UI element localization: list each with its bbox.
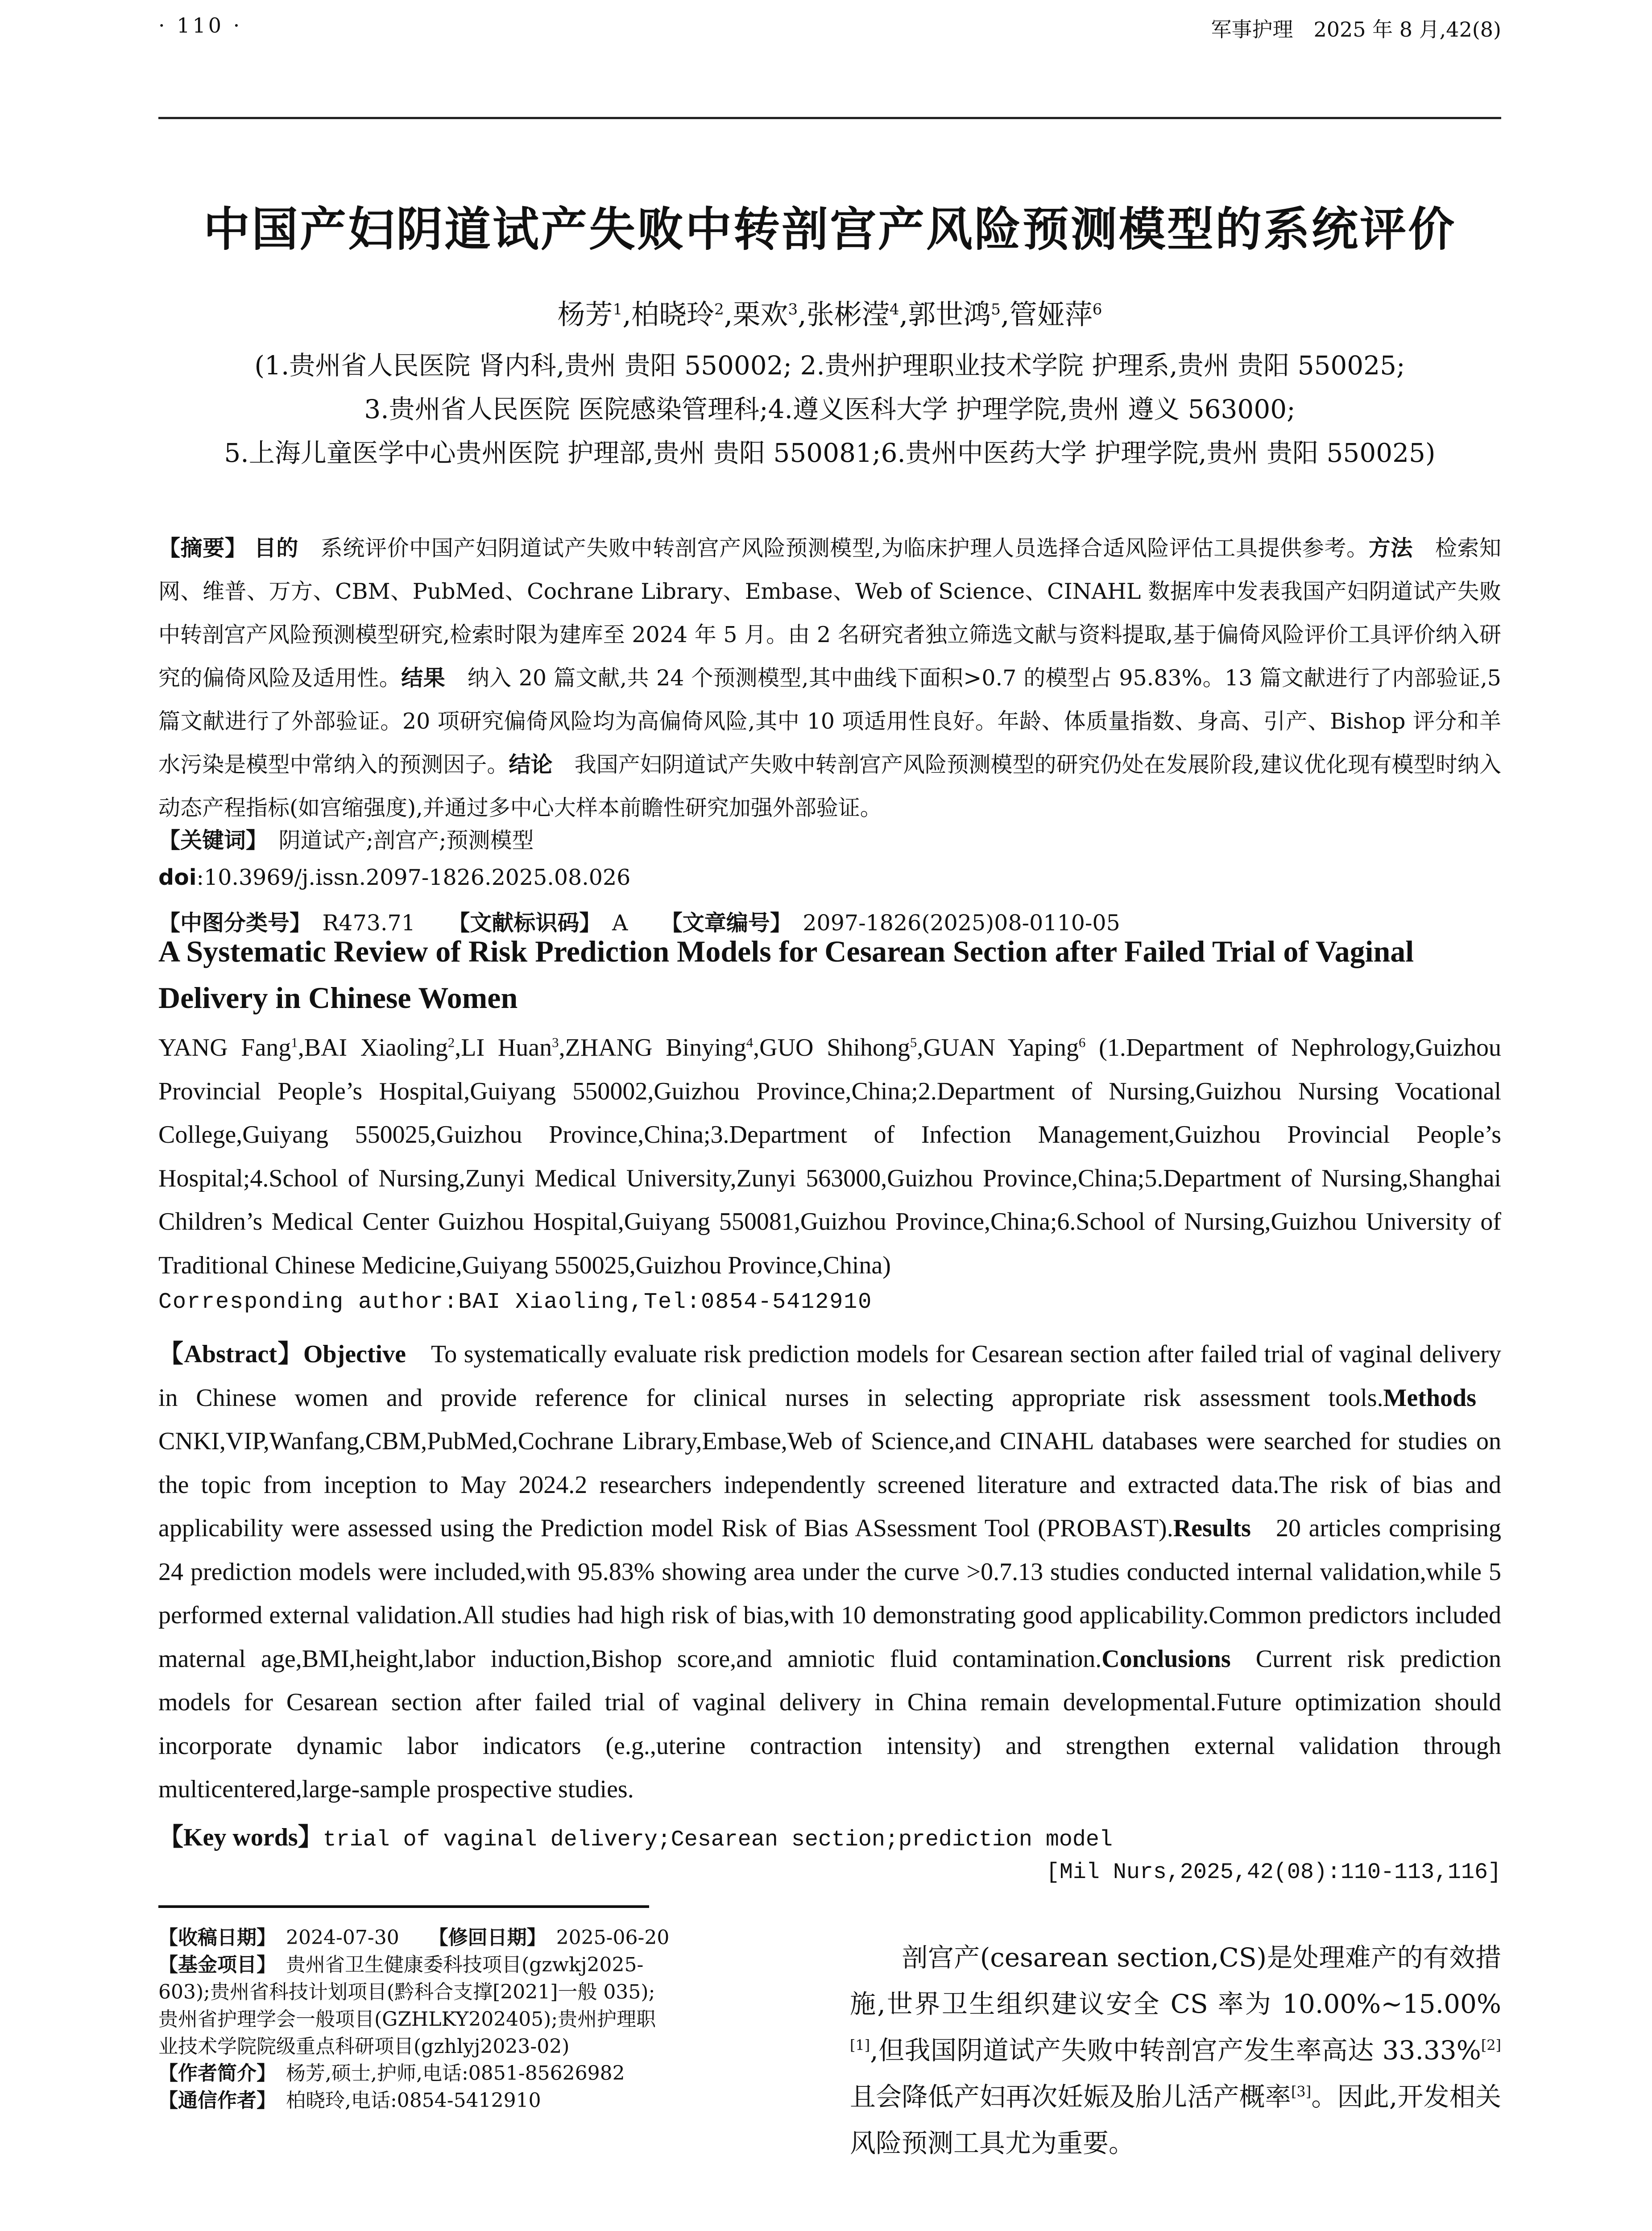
results-text-en: 20 articles comprising 24 prediction models were included,with 95.83% showing area under the curve >0.7.13 studies conducted internal validation,while 5 performed external validation.All studies had high risk of bias,with 10 demonstrating good applicability.Common predictors included maternal age,BMI,height,labor induction,Bishop score,and amniotic fluid contamination. (158, 1514, 1502, 1673)
received-label: 【收稿日期】 (158, 1926, 266, 1949)
abstract-en (158, 1333, 1501, 1812)
citation: [Mil Nurs,2025,42(08):110-113,116] (1046, 1860, 1501, 1885)
conclusion-text: 我国产妇阴道试产失败中转剖宫产风险预测模型的研究仍处在发展阶段,建议优化现有模型时纳入动态产程指标(如宫缩强度),并通过多中心大样本前瞻性研究加强外部验证。 (158, 752, 1501, 821)
methods-label-en: Methods (1383, 1384, 1476, 1412)
reference-3[interactable]: [3] (1291, 2083, 1312, 2100)
reference-2[interactable]: [2] (1481, 2036, 1501, 2054)
reference-1[interactable]: [1] (850, 2036, 870, 2054)
author: 杨芳$^1$ (557, 298, 623, 331)
objective-text: 系统评价中国产妇阴道试产失败中转剖宫产风险预测模型,为临床护理人员选择合适风险评估工具提供参考。 (320, 535, 1369, 561)
keywords-label-en: 【Key words】 (158, 1824, 323, 1851)
footnote-rule (158, 1905, 649, 1908)
conclusion-label: 结论 (509, 752, 553, 777)
footnote-dates (158, 1924, 854, 1951)
journal-issue: 军事护理 2025 年 8 月,42(8) (1211, 17, 1501, 41)
doi-label: doi (158, 865, 197, 890)
author: YANG Fang$^1$ (158, 1034, 298, 1062)
clc-value: R473.71 (322, 910, 415, 936)
results-text: 纳入 20 篇文献,共 24 个预测模型,其中曲线下面积>0.7 的模型占 95.83%。13 篇文献进行了内部验证,5 篇文献进行了外部验证。20 项研究偏倚风险均为高偏倚风险,其中 10 项适用性良好。年龄、体质量指数、身高、引产、Bishop 评分和羊水污染是模型中常纳入的预测因子。 (158, 665, 1501, 777)
article-title-cn: 中国产妇阴道试产失败中转剖宫产风险预测模型的系统评价 (203, 202, 1456, 257)
doi-value[interactable]: :10.3969/j.issn.2097-1826.2025.08.026 (196, 865, 631, 890)
affiliations-en: (1.Department of Nephrology,Guizhou Provincial People’s Hospital,Guiyang 550002,Guizhou Province,China;2.Department of Nursing,Guizhou Nursing Vocational College,Guiyang 550025,Guizhou Province,China;3.Department of Infection Management,Guizhou Provincial People’s Hospital;4.School of Nursing,Zunyi Medical University,Zunyi 563000,Guizhou Province,China;5.Department of Nursing,Shanghai Children’s Medical Center Guizhou Hospital,Guiyang 550081,Guizhou Province,China;6.School of Nursing,Guizhou University of Traditional Chinese Medicine,Guiyang 550025,Guizhou Province,China) (158, 1034, 1501, 1279)
received-date: 2024-07-30 (286, 1926, 399, 1949)
authors-affiliations-en: YANG Fang$^1$,BAI Xiaoling$^2$,LI Huan$^3$,ZHANG Binying$^4$,GUO Shihong$^5$,GUAN Yaping$^6$ (1.Department of Nephrology,Guizhou Provincial People’s Hospital,Guiyang 550002,Guizhou Province,China;2.Department of Nursing,Guizhou Nursing Vocational College,Guiyang 550025,Guizhou Province,China;3.Department of Infection Management,Guizhou Provincial People’s Hospital;4.School of Nursing,Zunyi Medical University,Zunyi 563000,Guizhou Province,China;5.Department of Nursing,Shanghai Children’s Medical Center Guizhou Hospital,Guiyang 550081,Guizhou Province,China;6.School of Nursing,Guizhou University of Traditional Chinese Medicine,Guiyang 550025,Guizhou Province,China) (158, 1034, 1501, 1279)
article-title-en: A Systematic Review of Risk Prediction Models for Cesarean Section after Failed Trial of Vaginal Delivery in Chinese Women (158, 934, 1414, 1015)
body-text-run: 。因此,开发相关风险预测工具尤为重要。 (850, 2082, 1501, 2158)
author: 柏晓玲$^2$ (631, 298, 724, 331)
footnote-fund (158, 1951, 671, 2060)
author: 郭世鸿$^5$ (908, 298, 1001, 331)
results-label: 结果 (401, 665, 446, 691)
article-number-label: 【文章编号】 (671, 910, 781, 936)
corresponding-text: 柏晓玲,电话:0854-5412910 (286, 2089, 541, 2112)
doc-code-label: 【文献标识码】 (459, 910, 590, 936)
running-head (158, 13, 1501, 45)
author: GUAN Yaping$^6$ (923, 1034, 1086, 1062)
revised-date: 2025-06-20 (556, 1926, 670, 1949)
corresponding-author-en: Corresponding author:BAI Xiaoling,Tel:0854-5412910 (158, 1290, 873, 1315)
abstract-label-en: 【Abstract】 (158, 1340, 303, 1368)
author: ZHANG Binying$^4$ (565, 1034, 754, 1062)
methods-label: 方法 (1368, 535, 1413, 561)
affiliation-line: (1.贵州省人民医院 肾内科,贵州 贵阳 550002; 2.贵州护理职业技术学院 护理系,贵州 贵阳 550025; (254, 350, 1405, 381)
author: GUO Shihong$^5$ (759, 1034, 917, 1062)
methods-text: 检索知网、维普、万方、CBM、PubMed、Cochrane Library、Embase、Web of Science、CINAHL 数据库中发表我国产妇阴道试产失败中转剖宫产风险预测模型研究,检索时限为建库至 2024 年 5 月。由 2 名研究者独立筛选文献与资料提取,基于偏倚风险评价工具评价纳入研究的偏倚风险及适用性。 (158, 535, 1501, 691)
keywords-en (158, 1816, 1501, 1862)
body-paragraph (850, 1934, 1501, 2166)
footnote-author (158, 2060, 854, 2087)
fund-label: 【基金项目】 (158, 1953, 266, 1976)
page-number: · 110 · (158, 13, 243, 37)
conclusions-label-en: Conclusions (1101, 1645, 1231, 1673)
doi-line (158, 865, 1501, 890)
author: 栗欢$^3$ (733, 298, 798, 331)
author: 管娅萍$^6$ (1009, 298, 1102, 331)
corresponding-label: 【通信作者】 (158, 2089, 266, 2112)
authors-cn: 杨芳$^1$,柏晓玲$^2$,栗欢$^3$,张彬滢$^4$,郭世鸿$^5$,管娅萍$^6$ (557, 298, 1102, 331)
keywords-cn (158, 823, 1501, 854)
body-text-run: 剖宫产(cesarean section,CS)是处理难产的有效措施,世界卫生组织建议安全 CS 率为 10.00%~15.00% (850, 1942, 1501, 2019)
results-label-en: Results (1173, 1514, 1251, 1542)
footnote-corresponding (158, 2087, 854, 2114)
author: LI Huan$^3$ (461, 1034, 559, 1062)
article-number-value: 2097-1826(2025)08-0110-05 (803, 910, 1120, 936)
keywords-label: 【关键词】 (158, 828, 257, 853)
conclusions-text-en: Current risk prediction models for Cesarean section after failed trial of vaginal delivery in China remain developmental.Future optimization should incorporate dynamic labor indicators (e.g.,uterine contraction intensity) and strengthen external validation through multicentered,large-sample prospective studies. (158, 1645, 1501, 1803)
author: 张彬滢$^4$ (806, 298, 899, 331)
revised-label: 【修回日期】 (438, 1926, 537, 1949)
clc-label: 【中图分类号】 (158, 910, 301, 936)
author-profile-text: 杨芳,硕士,护师,电话:0851-85626982 (286, 2062, 625, 2085)
keywords-value-en: trial of vaginal delivery;Cesarean section;prediction model (323, 1827, 1113, 1853)
objective-label: 目的 (254, 535, 299, 561)
abstract-cn (158, 527, 1501, 829)
affiliation-line: 5.上海儿童医学中心贵州医院 护理部,贵州 贵阳 550081;6.贵州中医药大学 护理学院,贵州 贵阳 550025) (224, 438, 1436, 468)
keywords-value: 阴道试产;剖宫产;预测模型 (278, 828, 534, 853)
doc-code-value: A (612, 910, 628, 936)
body-text-run: ,但我国阴道试产失败中转剖宫产发生率高达 33.33% (870, 2035, 1481, 2065)
affiliation-line: 3.贵州省人民医院 医院感染管理科;4.遵义医科大学 护理学院,贵州 遵义 563000; (364, 394, 1296, 424)
objective-text-en: To systematically evaluate risk prediction models for Cesarean section after failed trial of vaginal delivery in Chinese women and provide reference for clinical nurses in selecting appropriate risk assessment tools. (158, 1340, 1502, 1412)
objective-label-en: Objective (303, 1340, 406, 1368)
header-rule (158, 117, 1501, 119)
abstract-label: 【摘要】 (158, 535, 247, 561)
methods-text-en: CNKI,VIP,Wanfang,CBM,PubMed,Cochrane Library,Embase,Web of Science,and CINAHL databases were searched for studies on the topic from inception to May 2024.2 researchers independently screened literature and extracted data.The risk of bias and applicability were assessed using the Prediction model Risk of Bias ASsessment Tool (PROBAST). (158, 1427, 1501, 1542)
author: BAI Xiaoling$^2$ (304, 1034, 455, 1062)
author-profile-label: 【作者简介】 (158, 2062, 266, 2085)
fund-text: 贵州省卫生健康委科技项目(gzwkj2025-603);贵州省科技计划项目(黔科合支撑[2021]一般 035);贵州省护理学会一般项目(GZHLKY202405);贵州护理职业技术学院院级重点科研项目(gzhlyj2023-02) (158, 1953, 656, 2058)
body-text-run: 且会降低产妇再次妊娠及胎儿活产概率 (850, 2082, 1291, 2112)
